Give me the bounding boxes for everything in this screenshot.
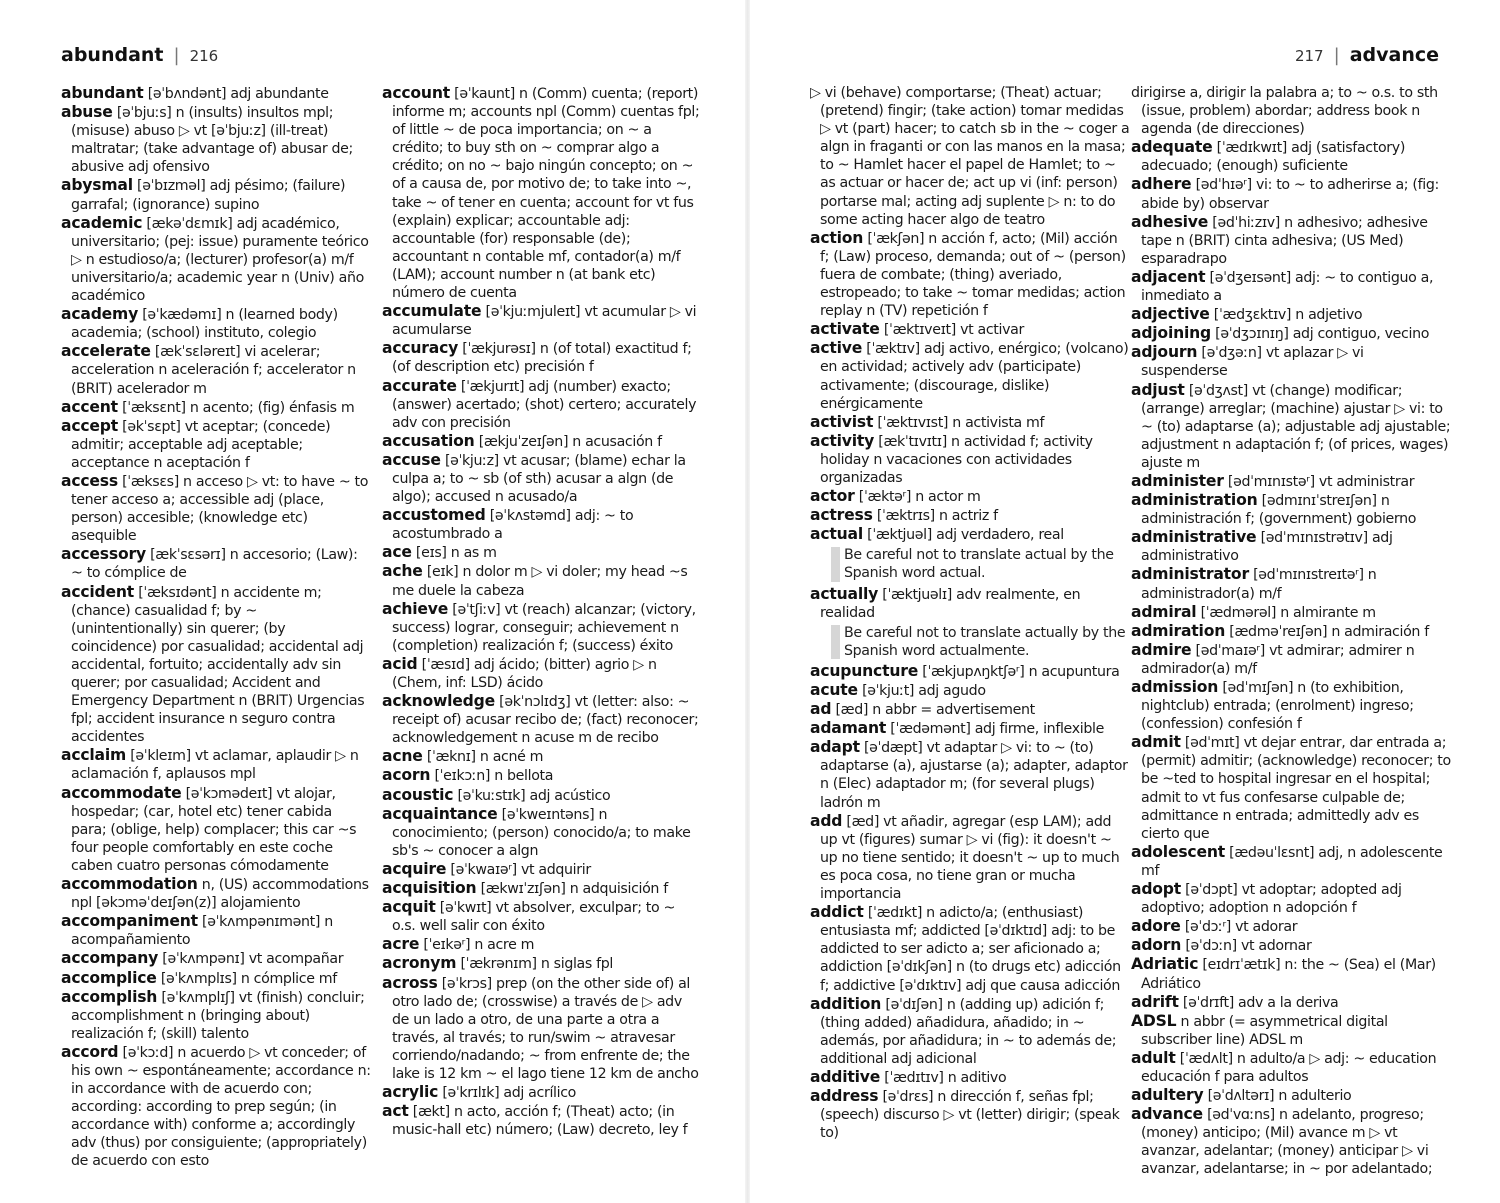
dictionary-entry xyxy=(1131,955,1453,992)
dictionary-entry xyxy=(810,681,1130,700)
page-number: 217 xyxy=(1294,47,1324,65)
dictionary-entry xyxy=(810,339,1130,412)
headword: adultery xyxy=(1131,1086,1204,1105)
page-number: 216 xyxy=(189,47,219,65)
entry-column xyxy=(382,84,700,1139)
headword: administer xyxy=(1131,471,1224,490)
entry-definition: [əˈkʌmpənɪmənt] n acompañamiento xyxy=(71,914,333,949)
entry-definition: [əˈdɔpt] vt adoptar; adopted adj adoptivo; adoption n adopción f xyxy=(1141,882,1402,917)
entry-definition: [ækˈsɛləreɪt] vi acelerar; acceleration n aceleración f; accelerator n (BRIT) acelerador m xyxy=(71,344,356,397)
headword: acoustic xyxy=(382,785,454,804)
dictionary-entry xyxy=(61,988,371,1043)
headword: accept xyxy=(61,416,119,435)
dictionary-entry xyxy=(382,786,700,805)
entry-definition: [ˈæknɪ] n acné m xyxy=(422,749,544,766)
dictionary-entry xyxy=(810,700,1130,719)
entry-definition: [əˈkjuːt] adj agudo xyxy=(857,683,986,699)
entry-definition: [ˈædʌlt] n adulto/a ▷ adj: ~ education educación f para adultos xyxy=(1141,1050,1437,1085)
dictionary-entry xyxy=(1131,381,1453,472)
headword: adjacent xyxy=(1131,267,1206,286)
dictionary-entry xyxy=(1131,733,1453,843)
entry-definition: [ˈæktrɪs] n actriz f xyxy=(872,508,998,525)
entry-definition: [ˈædɪtɪv] n aditivo xyxy=(880,1069,1007,1086)
entry-definition: [əˈdʒeɪsənt] adj: ~ to contiguo a, inmediato a xyxy=(1141,269,1434,305)
entry-definition: [ˈækrənɪm] n siglas fpl xyxy=(456,956,613,973)
entry-definition: [əkˈsɛpt] vt aceptar; (concede) admitir; acceptable adj aceptable; acceptance n aceptación f xyxy=(71,418,331,471)
dictionary-entry xyxy=(382,954,700,973)
entry-definition: [əˈkuːstɪk] adj acústico xyxy=(453,787,611,804)
dictionary-entry xyxy=(382,1083,700,1102)
entry-definition: [əˈdɪʃən] n (adding up) adición f; (thing added) añadidura, añadido; in ~ además, por añadidura; in ~ to además de; additional adj adicional xyxy=(820,996,1117,1067)
usage-note: Be careful not to translate actual by the Spanish word actual. xyxy=(820,545,1130,583)
entry-column xyxy=(1131,84,1453,1179)
entry-definition: [əˈkjuːmjuleɪt] vt acumular ▷ vi acumularse xyxy=(392,304,697,339)
headword: acronym xyxy=(382,954,457,973)
entry-definition: [ˈeɪkəʳ] n acre m xyxy=(419,937,535,954)
headword: admire xyxy=(1131,640,1192,659)
entry-definition: [əˈdɔːn] vt adornar xyxy=(1181,938,1312,955)
entry-definition: [ədˈmɪt] vt dejar entrar, dar entrada a; (permit) admitir; (acknowledge) reconocer; to be ~ted to hospital ingresar en el hospital; admit to vt fus confesarse culpable de; admittance n entrada; admittedly adv es cierto que xyxy=(1141,735,1451,842)
dictionary-entry xyxy=(61,746,371,783)
dictionary-entry xyxy=(1131,305,1453,324)
dictionary-entry xyxy=(1131,603,1453,622)
dictionary-entry xyxy=(1131,138,1453,175)
headword: adhere xyxy=(1131,175,1192,194)
dictionary-entry xyxy=(810,585,1130,622)
dictionary-entry xyxy=(1131,880,1453,917)
headword: acquaintance xyxy=(382,804,498,823)
headword: action xyxy=(810,228,864,247)
dictionary-entry xyxy=(1131,843,1453,880)
entry-definition: [ədmɪnɪˈstreɪʃən] n administración f; (government) gobierno xyxy=(1141,493,1417,528)
headword: administrative xyxy=(1131,528,1257,547)
dictionary-entry xyxy=(382,506,700,543)
entry-definition: [ədˈmɪʃən] n (to exhibition, nightclub) entrada; (enrolment) ingreso; (confession) confesión f xyxy=(1141,680,1414,733)
headword: adequate xyxy=(1131,138,1213,157)
right-page-header xyxy=(1295,44,1439,68)
dictionary-entry xyxy=(382,1102,700,1139)
headword: additive xyxy=(810,1067,881,1086)
dictionary-entry xyxy=(1131,917,1453,936)
headword: adamant xyxy=(810,719,887,738)
headword: accelerate xyxy=(61,342,151,361)
headword: accompaniment xyxy=(61,912,198,931)
headword: acrylic xyxy=(382,1083,439,1102)
dictionary-entry xyxy=(61,214,371,305)
headword: acid xyxy=(382,654,418,673)
dictionary-entry xyxy=(382,302,700,339)
entry-definition: [ˈædɪkwɪt] adj (satisfactory) adecuado; (enough) suficiente xyxy=(1141,140,1406,175)
entry-definition: [ˈæktɪv] adj activo, enérgico; (volcano) en actividad; actively adv (participate) activamente; (discourage, dislike) enérgicamente xyxy=(820,341,1129,412)
dictionary-entry xyxy=(810,812,1130,903)
headword: acknowledge xyxy=(382,692,495,711)
headword: ace xyxy=(382,543,412,562)
dictionary-entry xyxy=(1131,324,1453,343)
entry-definition: [əˈkʌmplɪs] n cómplice mf xyxy=(156,970,337,987)
dictionary-entry xyxy=(810,320,1130,339)
headword: acne xyxy=(382,747,423,766)
headword: actually xyxy=(810,584,879,603)
entry-definition: [ˈædmərəl] n almirante m xyxy=(1196,604,1376,621)
entry-definition: [ˈæktəʳ] n actor m xyxy=(854,489,981,506)
dictionary-entry xyxy=(1131,343,1453,380)
dictionary-entry xyxy=(382,84,700,302)
entry-definition: [ækt] n acto, acción f; (Theat) acto; (in music-hall etc) número; (Law) decreto, ley f xyxy=(392,1104,688,1139)
dictionary-entry xyxy=(1131,678,1453,733)
dictionary-entry xyxy=(61,398,371,417)
left-page xyxy=(0,0,745,1203)
dictionary-entry xyxy=(382,974,700,1084)
headword: adjust xyxy=(1131,380,1185,399)
headword: acquisition xyxy=(382,879,477,898)
dictionary-entry xyxy=(1131,84,1453,138)
dictionary-entry xyxy=(382,860,700,879)
entry-definition: n, (US) accommodations npl [əkɔməˈdeɪʃən(z)] alojamiento xyxy=(71,877,369,912)
entry-definition: [əkˈnɔlɪdʒ] vt (letter: also: ~ receipt of) acusar recibo de; (fact) reconocer; acknowledgement n acuse m de recibo xyxy=(392,694,699,747)
headword: administrator xyxy=(1131,565,1249,584)
guide-word: advance xyxy=(1349,44,1439,66)
headword: active xyxy=(810,339,863,358)
headword: addition xyxy=(810,994,882,1013)
entry-definition: [ˈædɪkt] n adicto/a; (enthusiast) entusiasta mf; addicted [əˈdɪktɪd] adj: to be addicted to ser adicto a; ser aficionado a; addiction [əˈdɪkʃən] n (to drugs etc) adicción f; addictive [əˈdɪktɪv] adj que causa adicción xyxy=(820,905,1121,994)
dictionary-entry xyxy=(382,879,700,898)
right-page xyxy=(750,0,1500,1203)
entry-definition: [əˈkɔːd] n acuerdo ▷ vt conceder; of his own ~ espontáneamente; accordance n: in accordance with de acuerdo con; according: according to prep según; (in accordance with) conforme a; accordingly adv (thus) por consiguiente; (appropriately) de acuerdo con esto xyxy=(71,1044,371,1170)
headword: across xyxy=(382,973,438,992)
entry-definition: [əˈkweɪntəns] n conocimiento; (person) conocido/a; to make sb's ~ conocer a algn xyxy=(392,806,691,859)
headword: advance xyxy=(1131,1105,1203,1124)
headword: abuse xyxy=(61,103,113,122)
headword: abundant xyxy=(61,84,144,102)
headword: administration xyxy=(1131,491,1258,510)
header-divider: | xyxy=(173,45,180,66)
dictionary-entry xyxy=(61,103,371,176)
dictionary-entry xyxy=(810,229,1130,320)
headword: adore xyxy=(1131,917,1181,936)
dictionary-entry xyxy=(61,84,371,103)
entry-definition: [eɪk] n dolor m ▷ vi doler; my head ~s me duele la cabeza xyxy=(392,564,688,599)
dictionary-entry xyxy=(810,662,1130,681)
left-page-header xyxy=(61,44,218,68)
entry-definition: [ˈæksɛs] n acceso ▷ vt: to have ~ to tener acceso a; accessible adj (place, person) accesible; (knowledge etc) asequible xyxy=(71,473,369,545)
entry-definition: [ædməˈreɪʃən] n admiración f xyxy=(1225,623,1429,640)
entry-definition: [ˈeɪkɔːn] n bellota xyxy=(430,768,554,785)
dictionary-entry xyxy=(810,506,1130,525)
entry-definition: [əˈbɪzməl] adj pésimo; (failure) garrafal; (ignorance) supino xyxy=(71,178,346,213)
headword: act xyxy=(382,1102,409,1121)
entry-definition: [əˈtʃiːv] vt (reach) alcanzar; (victory, success) lograr, conseguir; achievement n (completion) realización f; (success) éxito xyxy=(392,601,696,654)
dictionary-entry xyxy=(382,451,700,506)
dictionary-entry xyxy=(61,912,371,949)
entry-definition: [ˈædəmənt] adj firme, inflexible xyxy=(886,721,1104,738)
headword: Adriatic xyxy=(1131,955,1199,974)
headword: admission xyxy=(1131,678,1219,696)
entry-definition: [əˈkwaɪəʳ] vt adquirir xyxy=(446,861,591,878)
headword: account xyxy=(382,84,450,102)
header-divider: | xyxy=(1333,45,1340,66)
entry-definition: [ˈædʒɛktɪv] n adjetivo xyxy=(1209,307,1363,324)
headword: adult xyxy=(1131,1048,1176,1067)
dictionary-entry xyxy=(61,949,371,968)
headword: activity xyxy=(810,431,875,450)
headword: accident xyxy=(61,582,135,601)
headword: accent xyxy=(61,397,118,416)
headword: accuracy xyxy=(382,339,459,358)
headword: academy xyxy=(61,305,139,324)
usage-note: Be careful not to translate actually by the Spanish word actualmente. xyxy=(820,623,1130,661)
dictionary-entry xyxy=(810,525,1130,544)
headword: admiral xyxy=(1131,602,1197,621)
entry-column xyxy=(810,84,1130,1142)
dictionary-entry xyxy=(382,377,700,432)
headword: actress xyxy=(810,506,873,525)
entry-definition: [əˈkwɪt] vt absolver, exculpar; to ~ o.s. well salir con éxito xyxy=(392,900,676,935)
headword: accomplice xyxy=(61,968,157,987)
entry-definition: [əˈdʌltərɪ] n adulterio xyxy=(1203,1088,1352,1105)
entry-definition: [əˈkʌstəmd] adj: ~ to acostumbrado a xyxy=(392,508,634,543)
dictionary-entry xyxy=(382,600,700,655)
headword: adjourn xyxy=(1131,343,1198,362)
entry-definition: [əˈkɔmədeɪt] vt alojar, hospedar; (car, hotel etc) tener cabida para; (oblige, help) complacer; this car ~s four people comfortably en este coche caben cuatro personas cómodamente xyxy=(71,785,357,874)
entry-definition: [əˈbjuːs] n (insults) insultos mpl; (misuse) abuso ▷ vt [əˈbjuːz] (ill-treat) maltratar; (take advantage of) abusar de; abusive adj ofensivo xyxy=(71,105,353,176)
entry-definition: [æd] vt añadir, agregar (esp LAM); add up vt (figures) sumar ▷ vi (fig): it doesn't ~ up no tiene sentido; it doesn't ~ up to much es poca cosa, no tiene gran or mucha importancia xyxy=(820,813,1120,903)
entry-definition: [əˈdrɪft] adv a la deriva xyxy=(1178,994,1339,1011)
entry-definition: [ədˈmɪnɪstreɪtəʳ] n administrador(a) m/f xyxy=(1141,567,1377,602)
entry-definition: [əˈkædəmɪ] n (learned body) academia; (school) instituto, colegio xyxy=(71,307,338,342)
dictionary-entry xyxy=(382,935,700,954)
entry-definition: [ˈæktjuəl] adj verdadero, real xyxy=(863,527,1064,544)
headword: accumulate xyxy=(382,302,482,321)
dictionary-entry xyxy=(382,747,700,766)
headword: admit xyxy=(1131,733,1181,752)
dictionary-entry xyxy=(382,805,700,860)
headword: adolescent xyxy=(1131,842,1225,861)
dictionary-entry xyxy=(1131,1049,1453,1086)
entry-definition: n abbr (= asymmetrical digital subscriber line) ADSL m xyxy=(1141,1013,1388,1048)
headword: acorn xyxy=(382,766,431,785)
dictionary-entry xyxy=(61,583,371,747)
entry-definition: [əˈdʒəːn] vt aplazar ▷ vi suspenderse xyxy=(1141,345,1364,380)
headword: acute xyxy=(810,681,858,699)
entry-definition: [ədˈmɪnɪstrətɪv] adj administrativo xyxy=(1141,530,1393,565)
headword: actor xyxy=(810,487,855,506)
entry-definition: [əˈkrɔs] prep (on the other side of) al otro lado de; (crosswise) a través de ▷ adv de un lado a otro, de una parte a otra a través, al través; to run/swim ~ atravesar corriendo/nadando; ~ from enfrente de; the lake is 12 km ~ el lago tiene 12 km de ancho xyxy=(392,975,699,1082)
entry-definition: [əˈkaunt] n (Comm) cuenta; (report) informe m; accounts npl (Comm) cuentas fpl; of little ~ de poca importancia; on ~ a crédito; to buy sth on ~ comprar algo a crédito; on no ~ bajo ningún concepto; on ~ of a causa de, por motivo de; to take into ~, take ~ of tener en cuenta; account for vt fus (explain) explicar; accountable adj: accountable (for) responsable (de); accountant n contable mf, contador(a) m/f (LAM); account number n (at bank etc) número de cuenta xyxy=(392,86,700,302)
dictionary-entry xyxy=(1131,565,1453,602)
dictionary-entry xyxy=(810,432,1130,487)
entry-definition: [ækwɪˈzɪʃən] n adquisición f xyxy=(476,881,668,898)
dictionary-entry xyxy=(61,545,371,582)
headword: acquit xyxy=(382,898,436,917)
dictionary-entry xyxy=(810,995,1130,1068)
entry-definition: [ˈækjupʌŋktʃəʳ] n acupuntura xyxy=(918,663,1120,680)
guide-word: abundant xyxy=(61,44,164,66)
dictionary-entry xyxy=(1131,641,1453,678)
headword: acclaim xyxy=(61,746,127,765)
entry-definition: [ˈæsɪd] adj ácido; (bitter) agrio ▷ n (Chem, inf: LSD) ácido xyxy=(392,656,657,691)
dictionary-entry xyxy=(810,719,1130,738)
dictionary-entry xyxy=(61,417,371,472)
headword: accusation xyxy=(382,431,475,450)
headword: adjective xyxy=(1131,305,1210,324)
dictionary-entry xyxy=(61,1043,371,1171)
headword: accommodation xyxy=(61,875,198,894)
entry-column xyxy=(61,84,371,1171)
dictionary-entry xyxy=(1131,491,1453,528)
dictionary-entry xyxy=(61,305,371,342)
entry-definition: [əˈkrɪlɪk] adj acrílico xyxy=(438,1085,577,1102)
dictionary-entry xyxy=(382,655,700,692)
dictionary-entry xyxy=(382,543,700,562)
entry-definition: [ədˈmaɪəʳ] vt admirar; admirer n admirador(a) m/f xyxy=(1141,642,1415,677)
headword: admiration xyxy=(1131,621,1226,640)
headword: adapt xyxy=(810,738,860,757)
entry-definition: [əˈdæpt] vt adaptar ▷ vi: to ~ (to) adaptarse (a), ajustarse (a); adapter, adaptor n (Elec) adaptador m; (for several plugs) ladrón m xyxy=(820,740,1128,811)
headword: accurate xyxy=(382,376,457,395)
dictionary-entry xyxy=(61,875,371,912)
dictionary-entry xyxy=(1131,175,1453,212)
dictionary-entry xyxy=(810,738,1130,811)
dictionary-entry xyxy=(810,413,1130,432)
dictionary-entry xyxy=(61,342,371,397)
headword: accomplish xyxy=(61,987,158,1006)
entry-definition: [ˈæktɪvɪst] n activista mf xyxy=(873,414,1045,431)
entry-definition: [ˈæksɪdənt] n accidente m; (chance) casualidad f; by ~ (unintentionally) sin querer; (by coincidence) por casualidad; accidental adj accidental, fortuito; accidentally adv sin querer; por casualidad; Accident and Emergency Department n (BRIT) Urgencias fpl; accident insurance n seguro contra accidentes xyxy=(71,584,365,746)
headword: accord xyxy=(61,1042,119,1061)
entry-definition: [əˈkʌmpənɪ] vt acompañar xyxy=(158,951,344,968)
entry-definition: [ækəˈdɛmɪk] adj académico, universitario; (pej: issue) puramente teórico ▷ n estudioso/a; (lecturer) profesor(a) m/f universitario/a; academic year n (Univ) año académico xyxy=(71,215,369,305)
dictionary-entry xyxy=(1131,213,1453,268)
entry-definition: [ˈæktɪveɪt] vt activar xyxy=(879,322,1024,339)
headword: adhesive xyxy=(1131,212,1209,231)
dictionary-entry xyxy=(810,84,1130,229)
dictionary-entry xyxy=(1131,993,1453,1012)
headword: accessory xyxy=(61,545,146,564)
entry-definition: [ækjuˈzeɪʃən] n acusación f xyxy=(474,433,662,450)
headword: accuse xyxy=(382,450,441,469)
entry-definition: [ədˈhiːzɪv] n adhesivo; adhesive tape n (BRIT) cinta adhesiva; (US Med) esparadrapo xyxy=(1141,214,1428,267)
entry-definition: [əˈdʒɔɪnɪŋ] adj contiguo, vecino xyxy=(1211,326,1430,343)
dictionary-entry xyxy=(1131,472,1453,491)
dictionary-entry xyxy=(810,1087,1130,1142)
dictionary-entry xyxy=(382,339,700,376)
dictionary-entry xyxy=(1131,268,1453,305)
entry-definition: [əˈkjuːz] vt acusar; (blame) echar la culpa a; to ~ sb (of sth) acusar a algn (de algo); accused n acusado/a xyxy=(392,452,686,506)
entry-definition: [ˈæksɛnt] n acento; (fig) énfasis m xyxy=(117,399,355,416)
dictionary-entry xyxy=(61,969,371,988)
headword: adorn xyxy=(1131,936,1182,955)
headword: ad xyxy=(810,700,832,719)
headword: access xyxy=(61,471,118,490)
dictionary-entry xyxy=(61,784,371,875)
headword: address xyxy=(810,1087,879,1106)
entry-definition: ▷ vi (behave) comportarse; (Theat) actuar; (pretend) fingir; (take action) tomar medidas ▷ vt (part) hacer; to catch sb in the ~ coger a algn in fraganti or con las manos en la masa; to ~ Hamlet hacer el papel de Hamlet; to ~ as actuar or hacer de; act up vi (inf: person) portarse mal; acting adj suplente ▷ n: to do some acting hacer algo de teatro xyxy=(810,85,1130,228)
headword: accommodate xyxy=(61,783,182,802)
dictionary-entry xyxy=(382,692,700,747)
entry-definition: [ˈækjurəsɪ] n (of total) exactitud f; (of description etc) precisión f xyxy=(392,341,692,376)
headword: add xyxy=(810,811,843,830)
entry-definition: [əˈkleɪm] vt aclamar, aplaudir ▷ n aclamación f, aplausos mpl xyxy=(71,748,359,783)
entry-definition: [əˈbʌndənt] adj abundante xyxy=(143,86,329,102)
entry-definition: [eɪs] n as m xyxy=(411,545,497,562)
dictionary-entry xyxy=(1131,622,1453,641)
headword: acre xyxy=(382,935,420,954)
dictionary-entry xyxy=(1131,1086,1453,1105)
dictionary-entry xyxy=(382,766,700,785)
entry-definition: [ədˈvɑːns] n adelanto, progreso; (money) anticipo; (Mil) avance m ▷ vt avanzar, adelantar; (money) anticipar ▷ vi avanzar, adelantarse; in ~ por adelantado; xyxy=(1141,1107,1433,1178)
entry-definition: [əˈdɔːʳ] vt adorar xyxy=(1180,919,1298,936)
entry-definition: [ædəuˈlɛsnt] adj, n adolescente mf xyxy=(1141,844,1443,879)
entry-definition: [ækˈsɛsərɪ] n accesorio; (Law): ~ to cómplice de xyxy=(71,547,358,582)
dictionary-entry xyxy=(810,1068,1130,1087)
headword: adjoining xyxy=(1131,324,1211,343)
dictionary-entry xyxy=(382,898,700,935)
headword: academic xyxy=(61,213,143,232)
headword: activist xyxy=(810,412,874,431)
headword: adrift xyxy=(1131,992,1179,1011)
headword: achieve xyxy=(382,599,449,618)
headword: actual xyxy=(810,525,863,544)
dictionary-entry xyxy=(1131,1105,1453,1178)
headword: accustomed xyxy=(382,506,486,525)
dictionary-entry xyxy=(382,432,700,451)
entry-definition: [ədˈmɪnɪstəʳ] vt administrar xyxy=(1223,473,1415,490)
dictionary-entry xyxy=(382,562,700,599)
entry-definition: [ˈæktjuəlɪ] adv realmente, en realidad xyxy=(820,586,1081,621)
entry-definition: [ˈækjurɪt] adj (number) exacto; (answer) acertado; (shot) certero; accurately adv con precisión xyxy=(392,378,697,431)
entry-definition: [ədˈhɪəʳ] vi: to ~ to adherirse a; (fig: abide by) observar xyxy=(1141,177,1439,212)
entry-definition: dirigirse a, dirigir la palabra a; to ~ o.s. to sth (issue, problem) abordar; address book n agenda (de direcciones) xyxy=(1131,85,1438,138)
headword: acupuncture xyxy=(810,661,919,680)
headword: ache xyxy=(382,562,423,581)
dictionary-entry xyxy=(1131,936,1453,955)
dictionary-entry xyxy=(810,487,1130,506)
headword: activate xyxy=(810,320,880,339)
entry-definition: [əˈdʒʌst] vt (change) modificar; (arrange) arreglar; (machine) ajustar ▷ vi: to ~ (to) adaptarse (a); adjustable adj ajustable; adjustment n adaptación f; (of prices, wages) ajuste m xyxy=(1141,382,1451,471)
dictionary-entry xyxy=(61,472,371,545)
headword: accompany xyxy=(61,949,159,968)
entry-definition: [ækˈtɪvɪtɪ] n actividad f; activity holiday n vacaciones con actividades organizadas xyxy=(820,433,1093,486)
headword: ADSL xyxy=(1131,1011,1177,1030)
dictionary-entry xyxy=(61,176,371,213)
headword: acquire xyxy=(382,859,447,878)
dictionary-entry xyxy=(810,903,1130,994)
entry-definition: [eɪdrɪˈætɪk] n: the ~ (Sea) el (Mar) Adriático xyxy=(1141,957,1436,992)
headword: abysmal xyxy=(61,176,133,195)
entry-definition: [əˈkʌmplɪʃ] vt (finish) concluir; accomplishment n (bringing about) realización f; (skill) talento xyxy=(71,989,365,1042)
headword: addict xyxy=(810,903,864,922)
entry-definition: [æd] n abbr = advertisement xyxy=(831,702,1035,719)
entry-definition: [ˈækʃən] n acción f, acto; (Mil) acción f; (Law) proceso, demanda; out of ~ (person) fuera de combate; (thing) averiado, estropeado; to take ~ tomar medidas; action replay n (TV) repetición f xyxy=(820,230,1126,320)
dictionary-entry xyxy=(1131,1012,1453,1049)
headword: adopt xyxy=(1131,880,1182,899)
entry-definition: [əˈdrɛs] n dirección f, señas fpl; (speech) discurso ▷ vt (letter) dirigir; (speak to) xyxy=(820,1089,1120,1142)
dictionary-entry xyxy=(1131,528,1453,565)
